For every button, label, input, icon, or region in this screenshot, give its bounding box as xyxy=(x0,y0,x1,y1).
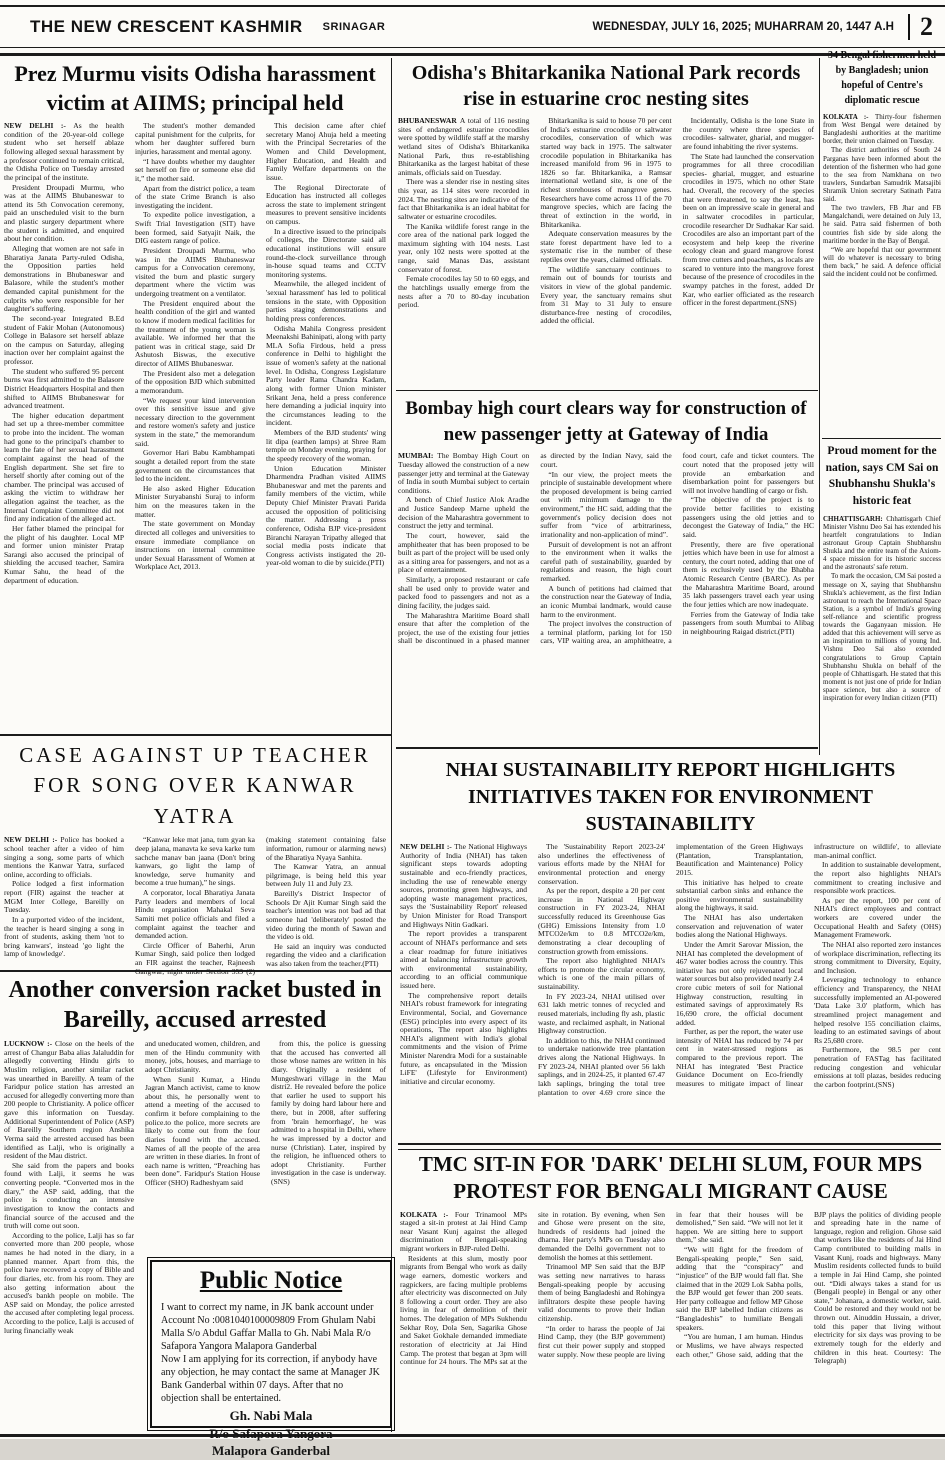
public-notice xyxy=(150,1260,392,1459)
public-notice-signature xyxy=(161,1407,381,1460)
paragraph: Further, as per the report, the water use intensity of NHAI has reduced by 74 per cent in water-stressed regions as compared to the previous report. The NHAI has integrated 'Best Practice Guidance Document on Eco-friendly measures to mitigate impact of linear infrastructure on wildlife', to alleviate man-animal conflict. xyxy=(676,842,941,1088)
paragraph: The comprehensive report details NHAI's robust framework for integrating Environmental, Social, and Governance (ESG) principles into every aspect of its operations, The report also highlights NHAI's alignment with India's global commitments and the vision of Prime Minister Narendra Modi for a sustainable future, as encapsulated in the 'Mission LiFE' (Lifestyle for Environment) initiative and circular economy. xyxy=(400,990,527,1086)
paragraph: Union Education Minister Dharmendra Pradhan visited AIIMS Bhubaneswar and met the parents and family members of the victim, while Deputy Chief Minister Pravati Parida accused the opposition of politicising the matter. Addressing a press conference, Odisha BJP vice-president Biranchi Narayan Tripathy alleged that social media posts indicate that Congress activists instigated the 20-year-old woman to die by suicide.(PTI) xyxy=(266,463,386,568)
article-conversion-left-column xyxy=(4,1040,134,1422)
paragraph: He said an inquiry was conducted regarding the video and a clarification was also taken from the teacher.(PTI) xyxy=(266,941,386,969)
paragraph: The student's mother demanded capital punishment for the culprits, for whom her daughter suffered burn injuries, harassment and mental agony. xyxy=(135,121,255,157)
article-kanwar-headline: CASE AGAINST UP TEACHER FOR SONG OVER KANWAR YATRA xyxy=(19,743,371,828)
paragraph: A corporator, local Bharatiya Janata Party leaders and members of local Hindu organisation Mahakal Seva Samiti met police officials and filed a complaint against the teacher and demanded action. xyxy=(135,888,255,941)
article-murmu-body xyxy=(4,122,386,714)
article-nhai-headline: NHAI SUSTAINABILITY REPORT HIGHLIGHTS INITIATIVES TAKEN FOR ENVIRONMENT SUSTAINABILITY xyxy=(445,759,896,835)
paragraph: A bench of Chief Justice Alok Aradhe and Justice Sandeep Marne upheld the decision of the Maharashtra government to construct the jetty and terminal. xyxy=(398,495,530,531)
vertical-rule-right-rail xyxy=(819,58,820,755)
paper-name: THE NEW CRESCENT KASHMIR xyxy=(30,17,303,36)
article-fishermen-headline: 34 Bengal fishermen held by Bangladesh; union hopeful of Centre's diplomatic rescue xyxy=(827,50,937,106)
public-notice-body xyxy=(161,1301,381,1405)
masthead-page-number: 2 xyxy=(908,14,933,40)
paragraph: Members of the BJD students' wing lit dipa (earthen lamps) at Shree Ram temple on Monday evening, praying for the speedy recovery of the woman. xyxy=(266,428,386,463)
paragraph: The President enquired about the health condition of the girl and wanted to know if modern medical facilities for the treatment of the young woman is available. We informed her that the patient was in critical stage, said Dr Ashutosh Biswas, the executive director of AIIMS Bhubaneswar. xyxy=(135,298,255,369)
paragraph: Odisha Mahila Congress president Meenakshi Bahinipati, along with party MLA Sofia Firdous, held a press conference in Delhi to highlight the issue of women's safety at the national level. In Odisha, Congress Legislature Party leader Rama Chandra Kadam, along with former Union minister Srikant Jena, held a press conference here demanding a judicial inquiry into the circumstances leading to the incident. xyxy=(266,323,386,428)
paragraph: Police lodged a first information report (FIR) against the teacher at MGM Inter College, Bareilly on Tuesday. xyxy=(4,879,124,915)
top-rule xyxy=(0,5,945,7)
article-bhitarkanika xyxy=(398,60,814,386)
public-notice-title: Public Notice xyxy=(199,1267,343,1294)
paragraph: Residents at this slum, mostly poor migrants from Bengal who work as daily wage earners, domestic workers and ragpickers, are facing multiple problems after electricity was disconnected on July 8 following a court order. They are also living in fear of demolition of their homes. The delegation of MPs Sukhendu Sekhar Roy, Dola Sen, Sagarika Ghose and Saket Gokhale demanded immediate restoration of electricity at Jai Hind Camp. The protest that began at 3pm will continue for 24 hours. The MPs sat at the site in rotation. By evening, when Sen and Ghose were present on the site, hundreds of residents had joined the dharna. Her party's MPs on Tuesday also demanded the Delhi government not to demolish the homes at this settlement. xyxy=(400,1209,665,1367)
paragraph: President Droupadi Murmu, who was in the AIIMS Bhubaneswar campus for a Convocation ceremony, visited the burn and plastic surgery department where the victim was undergoing treatment on a ventilator. xyxy=(135,245,255,299)
paragraph: The state government on Monday directed all colleges and universities to ensure immediate compliance on instructions on internal committee under Sexual Harassment of Women at Workplace Act, 2013. xyxy=(135,519,255,572)
paragraph: Bhitarkanika is said to house 70 per cent of India's estuarine crocodile or saltwater crocodiles, conservation of which was started way back in 1975. The saltwater crocodile population in Bhitarkanika has increased manifold from 96 in 1975 to 1826 so far. Bhitarkanika, a Ramsar international wetland site, is one of the richest storehouses of mangrove genes. Researchers have come across 11 of the 70 mangrove species, which are facing the threat of extinction in the world, in Bhitarkanika. xyxy=(540,116,672,229)
masthead-rule xyxy=(0,47,945,56)
article-cm-sai-headline: Proud moment for the nation, says CM Sai on Shubhanshu Shukla's historic feat xyxy=(825,445,939,508)
masthead xyxy=(0,8,945,46)
article-murmu xyxy=(4,60,386,732)
paragraph: Adequate conservation measures by the state forest department have led to a systematic rise in the number of these reptiles over the years, claimed officials. xyxy=(540,229,672,264)
article-nhai xyxy=(400,757,941,1143)
public-notice-signature-residence: R/o Safapora Yangora xyxy=(209,1425,333,1441)
article-cm-sai-body xyxy=(823,515,941,751)
paragraph: Trinamool MP Sen said that the BJP was setting new narratives to harass Bengali-speaking people by accusing them of being Bangladeshi and Rohingya infiltrators despite these people having valid documents to prove their Indian citizenship. xyxy=(538,1262,665,1324)
article-nhai-body xyxy=(400,843,941,1159)
paragraph: NEW DELHI :- Police has booked a school teacher after a video of him singing a song, some parts of which mentions the Kanwar Yatra, surfaced online, according to officials. xyxy=(4,835,125,879)
paragraph: “We are hopeful that our government will do whatever is necessary to bring them back,” he said. A defence official said the incident could not be confirmed. xyxy=(823,245,941,279)
rule-above-kanwar xyxy=(0,734,391,736)
paragraph: The NHAI has also undertaken conservation and rejuvenation of water bodies along the National Highways. xyxy=(676,913,803,940)
article-jetty-body xyxy=(398,452,814,734)
paragraph: Leveraging technology to enhance efficiency and Transparency, the NHAI successfully implemented an AI-powered 'Data Lake 3.0' platform, which has streamlined project management and helped resolve 155 conciliation claims, leading to an estimated savings of about Rs 25,680 crore. xyxy=(814,975,941,1045)
paragraph: She said from the papers and books found with Lalji, it seems he was converting people. “Converted mos in the diary,” the ASP said, adding, that the police is conducting an intensive investigation to know the contacts and financial source of the accused and the truth will come out soon. xyxy=(4,1160,134,1231)
paragraph: NEW DELHI :- The National Highways Authority of India (NHAI) has taken significant steps towards adopting sustainable and eco-friendly practices, including the use of renewable energy sources, promoting green highways, and adopting waste management practices, says the 'Sustainability Report' released by Union Minister for Road Transport and Highways Nitin Gadkari. xyxy=(400,842,528,929)
paragraph: The 'Sustainability Report 2023-24' also underlines the effectiveness of various efforts made by the NHAI for environmental protection and energy conservation. xyxy=(538,842,665,886)
paragraph: Governor Hari Babu Kambhampati sought a detailed report from the state government on the circumstances that led to the incident. xyxy=(135,448,255,484)
masthead-dateline: WEDNESDAY, JULY 16, 2025; MUHARRAM 20, 1447 A.H xyxy=(592,21,894,33)
article-jetty xyxy=(398,396,814,744)
paragraph: Apart from the district police, a team of the state Crime Branch is also investigating the incident. xyxy=(135,183,255,210)
paragraph: The Regional Directorate of Education has instructed all colleges across the state to implement stringent measures to prevent sensitive incidents on campus. xyxy=(266,182,386,227)
paragraph: Furthermore, the 98.5 per cent penetration of FASTag has facilitated reducing congestion and vehicular emissions at toll plazas, besides reducing the carbon footprint.(SNS) xyxy=(814,1045,941,1089)
public-notice-signature-name: Gh. Nabi Mala xyxy=(229,1408,313,1423)
paragraph: Meanwhile, the alleged incident of 'sexual harassment' has led to political tensions in the state, with Opposition parties staging demonstrations and holding press conferences. xyxy=(266,279,386,323)
paragraph: The second-year Integrated B.Ed student of Fakir Mohan (Autonomous) College in Balasore set herself ablaze on the campus on Saturday, alleging inaction over her complaint against the professor. xyxy=(4,313,124,367)
paragraph: Circle Officer of Baherhi, Arun Kumar Singh, said police then lodged an FIR against the teacher, Rajneesh Gangwar, night under Section 353 (2) (making statement containing false information, rumour or alarming news) of the Bharatiya Nyaya Sanhita. xyxy=(135,835,386,976)
paragraph: He also asked Higher Education Minister Suryabanshi Suraj to inform him on the measures taken in the matter. xyxy=(135,483,255,519)
rule-under-bhitarkanika xyxy=(396,390,818,391)
paragraph: MUMBAI: The Bombay High Court on Tuesday allowed the construction of a new passenger jetty and terminal at the Gateway of India in south Mumbai subject to certain conditions. xyxy=(398,451,530,495)
paragraph: “The objective of the project is to provide better facilities to existing passengers using the old jetties and to decongest the Gateway of India,” the HC said. xyxy=(682,495,814,539)
paragraph: Similarly, a proposed restaurant or cafe shall be used only to provide water and packed food to passengers and not as a dining facility, the judges said. xyxy=(398,575,530,610)
paragraph: According to the police, Lalji has so far converted more than 200 people, whose names he had noted in the diary, in a planned manner. Apart from this, the police have recovered a copy of Bible and four diaries, etc. from his room. They are also getting information about the accused's bankh people on mobile. The ASP said on Monday, the police arrested the accused after completing legal process. According to the police, Lalji is accused of luring financially weak xyxy=(4,1230,134,1335)
paragraph: Under the Amrit Sarovar Mission, the NHAI has completed the development of 467 water bodies across the country. This initiative has not only rejuvenated local water sources but also provided nearly 2.4 crore cubic meters of soil for National Highway construction, resulting in estimated savings of approximately Rs 16,690 crore, the official document added. xyxy=(676,939,803,1027)
paragraph: The State had launched the conservation programmes for all three crocodilian species- gharial, mugger, and estuarine crocodiles in 1975, which no other State had. Overall, the recovery of the species that were threatened, to say the least, has been on an impressive scale in general and in saltwater crocodiles in particular, crocodile researcher Dr Sudhakar Kar said. Crocodiles are also an important part of the ecosystem and help keep the riverine ecology clean and guard mangrove forest from tree cutters and poachers, as locals are scared to venture into the mangrove forest because of the presence of crocodiles in the swampy patches in the forest, added Dr Kar, who earlier officiated as the research officer in the forest department.(SNS) xyxy=(682,151,814,308)
rule-right-rail-divider xyxy=(822,438,941,439)
paragraph: The report also highlighted NHAI's efforts to promote the circular economy, which is one of the main pillars of sustainability. xyxy=(538,956,665,991)
article-tmc xyxy=(400,1151,941,1433)
paragraph: Bareilly's District Inspector of Schools Dr Ajit Kumar Singh said the teacher's intention was not bad ad that someone had 'deliberately' posted the video during the month of Sawan and the video is old. xyxy=(266,889,386,942)
paragraph: The higher education department had set up a three-member committee to probe into the incident. The woman had gone to the principal's chamber to learn the fate of her sexual harassment complaint against the head of the English department. She set fire to herself shortly after coming out of the chamber. The principal was accused of asking the victim to withdraw her allegation against the teacher, as the Internal Complaint Committee did not find any indication of the alleged act. xyxy=(4,410,124,524)
paragraph: To mark the occasion, CM Sai posted a message on X, saying that Shubhanshu Shukla's achievement, as the first Indian astronaut to reach the International Space Station, is a symbol of India's growing self-reliance and scientific progress towards the Gaganyaan mission. He added that this achievement will serve as an inspiration to millions of young Ind. Vishnu Deo Sai also extended congratulations to Group Captain Shubhanshu Shukla on behalf of the people of Chhattisgarh. He stated that this moment is not just one of pride for Indian space science, but also a source of inspiration for every Indian citizen (PTI) xyxy=(823,572,941,703)
paragraph: A bunch of petitions had claimed that the construction near the Gateway of India, an iconic Mumbai landmark, would cause harm to the environment. xyxy=(540,583,672,619)
paragraph: In addition to this, the NHAI continued to undertake nationwide tree plantation drives along the National Highways. In FY 2023-24, NHAI planted over 56 lakh saplings, and in 2024-25, it planted 67.47 lakh saplings, bringing the total tree plantation to over 4.69 crore since the implementation of the Green Highways (Plantation, Transplantation, Beautification and Maintenance) Policy 2015. xyxy=(538,842,803,1097)
article-jetty-headline: Bombay high court clears way for construction of new passenger jetty at Gateway of India xyxy=(405,398,807,445)
vertical-rule-left-block xyxy=(391,58,392,1432)
paragraph: “You are human, I am human. Hindus or Muslims, we have always respected each other,” Ghose said, adding that the BJP plays the politics of dividing people and spreading hate in the name of language, region and religion. Ghose said that workers like the residents of Jai Hind Camp contributed to building malls in Vasant Kunj, roads and highways. Many Muslim residents collected funds to build a temple in Jai Hind Camp, she pointed out. “Didi always takes a stand for us (Bengali people) in Bengal or any other state,” Johanara, a domestic worker, said. Could be restored and they would not be thrown out. Ainuddin Hussain, a driver, told this paper that living without electricity for six days was proving to be extremely tough for the elderly and children in this heat. Courtesy: The Telegraph) xyxy=(676,1209,941,1366)
paragraph: BHUBANESWAR A total of 116 nesting sites of endangered estuarine crocodiles were spotted by wildlife staff at the marshy wetland sites of Odisha's Bhitarkanika National Park, thus re-establishing Bhitarkanika as the largest habitat of these animals, officials said on Tuesday. xyxy=(398,116,530,177)
paragraph: In a purported video of the incident, the teacher is heard singing a song in front of students, asking them 'not to bring kanwars', instead 'go light the lamp of knowledge'. xyxy=(4,914,124,959)
paragraph: Pursuit of development is not an affront to the environment when it walks the careful path of sustainability, guarded by regulations and reason, the high court remarked. xyxy=(540,539,672,584)
paragraph: The project involves the construction of a terminal platform, parking lot for 150 cars, VIP waiting area, an amphitheatre, a food court, cafe and ticket counters. The court noted that the proposed jetty will provide an embarkation and disembarkation point for passengers but will not involve handling of cargo or fish. xyxy=(540,451,814,646)
paragraph: In addition to sustainable development, the report also highlights NHAI's commitment to creating inclusive and responsible work practices. xyxy=(814,860,941,896)
paragraph: The Kanika wildlife forest range in the core area of the national park logged the maximum sighting with 104 nests. Last year, only 102 nests were spotted at the range, said Manas Das, assistant conservator of forest. xyxy=(398,221,530,274)
paragraph: KOLKATA :- Thirty-four fishermen from West Bengal were detained by Bangladeshi authorities at the maritime border, their union claimed on Tuesday. xyxy=(823,113,941,146)
paragraph: The President also met a delegation of the opposition BJD which submitted a memorandum. xyxy=(135,368,255,395)
paragraph: The two trawlers, FB Jhar and FB Mangalchandi, were detained on July 13, he said. Patra said fishermen of both countries fish side by side along the maritime border in the Bay of Bengal. xyxy=(823,204,941,245)
paragraph: President Droupadi Murmu, who was at the AIIMS Bhubaneswar to attend its 5th Convocation ceremony, paid an unscheduled visit to the burn and plastic surgery department where the student is admitted, and enquired about her condition. xyxy=(4,182,124,244)
paragraph: KOLKATA :- Four Trinamool MPs staged a sit-in protest at Jai Hind Camp near Vasant Kunj against the alleged discrimination of Bengali-speaking migrant workers in BJP-ruled Delhi. xyxy=(400,1209,527,1254)
paragraph: The student who suffered 95 percent burns was first admitted to the Balasore District Headquarters Hospital and then shifted to AIIMS Bhubaneswar for advanced treatment. xyxy=(4,366,124,411)
paragraph: I want to correct my name, in JK bank account under Account No :0081040100009809 From Ghulam Nabi Malla S/o Abdul Gaffar Malla to Gh. Nabi Mala R/o Safapora Yangora Malapora Ganderbal xyxy=(161,1302,376,1352)
article-kanwar xyxy=(4,740,386,976)
article-murmu-headline: Prez Murmu visits Odisha harassment victim at AIIMS; principal held xyxy=(14,61,376,115)
paragraph: from this, the police is guessing that the accused has converted all those whose names are written in his diary. Originally a resident of Mungeshwari village in the Mau distri2. He revealed before the police that earlier he used to support his family by doing hard labour here and there, but in 2008, after suffering from 'brain hemorrhage', he was admitted to a hospital in Delhi, where he was impressed by a doctor and nurse (Christian). Later, inspired by the religion, he influenced others to adopt Christianity. Further investigation in the case is underway.(SNS) xyxy=(271,1039,386,1186)
paragraph: “In our view, the project meets the principle of sustainable development where the proposed development is being carried out with minimum damage to the environment,” the HC said, adding that the government's policy decision does not suffer from “vice of arbitrariness, irrationality and non-application of mind”. xyxy=(540,469,672,539)
paragraph: and uneducated women, children, and men of the Hindu community with money, jobs, houses, and marriage to adopt Christianity. xyxy=(145,1039,260,1074)
paragraph: The NHAI also reported zero instances of workplace discrimination, reflecting its strong commitment to Diversity, Equity, and Inclusion. xyxy=(814,939,941,975)
paragraph: “We will fight for the freedom of Bengali-speaking people,” Sen said, adding that the “conspiracy” and “injustice” of the BJP would fall flat. She claimed that in the 2029 Lok Sabha polls, the BJP would get fewer than 200 seats. Her party colleague and fellow MP Ghose said the BJP labelled Indian citizens as “Bangladeshis” to humiliate Bengali speakers. xyxy=(676,1245,803,1332)
paragraph: To expedite police investigation, a Swift Trial Investigation (SIT) have been formed, said Satyajit Naik, the DIG eastern range of police. xyxy=(135,210,255,246)
article-tmc-body xyxy=(400,1211,941,1427)
paragraph: Presently, there are five operational jetties which have been in use for almost a century, the court noted, adding that one of them is exclusively used by the Bhabha Atomic Research Centre (BARC). As per the Maharashtra Maritime Board, around 35 lakh passengers travel each year using the four jetties which are now inadequate. xyxy=(682,539,814,609)
paragraph: This decision came after chief secretary Manoj Ahuja held a meeting with the Principal Secretaries of the Women and Child Development, Higher Education, and Health and Family Welfare departments on the issue. xyxy=(266,121,386,182)
paragraph: Ferries from the Gateway of India take passengers from south Mumbai to Alibag in neighbouring Raigad district.(PTI) xyxy=(682,609,814,636)
paragraph: In FY 2023-24, NHAI utilised over 631 lakh metric tonnes of recycled and reused materials, including fly ash, plastic waste, and reclaimed asphalt, in National Highway construction. xyxy=(538,991,665,1036)
paragraph: There was a slender rise in nesting sites this year, as 114 sites were recorded in 2024. The nesting sites are indicative of the fact that Bhitarkanika is an ideal habitat for saltwater or estuarine crocodiles. xyxy=(398,177,530,221)
masthead-city: SRINAGAR xyxy=(322,21,386,33)
paragraph: “I have doubts whether my daughter set herself on fire or someone else did it,” the mother said. xyxy=(135,156,255,183)
paragraph: The court, however, said the amphitheater that has been proposed to be built as part of the project will be used only as a sitting area for passengers, and not as a place of entertainment. xyxy=(398,530,530,575)
article-fishermen xyxy=(823,48,941,436)
paragraph: Alleging that women are not safe in Bharatiya Janata Party-ruled Odisha, the Opposition parties held demonstrations in Bhubaneswar and Balasore, while the student's mother demanded capital punishment for the culprits who were responsible for her daughter's suffering. xyxy=(4,243,124,314)
rule-under-jetty xyxy=(396,747,818,749)
paragraph: CHHATTISGARH: Chhattisgarh Chief Minister Vishnu Deo Sai has extended his heartfelt congratulations to Indian astronaut Group Captain Shubhanshu Shukla and the entire team of the Axiom-4 space mission for its historic success and the astronauts' safe return. xyxy=(823,514,941,572)
paragraph: “In order to harass the people of Jai Hind Camp, they (the BJP government) first cut their power supply and stopped water supply. Now these people are living in fear that their houses will be demolished,” Sen said. “We will not let it happen. We are sitting here to support them,” she said. xyxy=(538,1209,803,1359)
paragraph: As per the report, 100 per cent of NHAI's direct employees and contract workers are covered under the Occupational Health and Safety (OHS) Management Framework. xyxy=(814,895,941,940)
article-kanwar-body xyxy=(4,836,386,988)
article-cm-sai xyxy=(823,443,941,753)
bottom-rule xyxy=(0,1434,945,1437)
paragraph: When Sunil Kumar, a Hindu Jagran Manch activist, came to know about this, he personally went to attend a meeting of the accused to confirm it before complaining to the police.to the police, more secrets are likely to come out from the four diaries found with the accused. Names of all the people of the area are written in these diaries. In front of each name is written, “Preaching has been done”. Faridpur's Station House Officer (SHO) Radheshyam said xyxy=(145,1074,260,1187)
paragraph: Female crocodiles lay 50 to 60 eggs, and the hatchlings usually emerge from the nests after a 70 to 80-day incubation period. xyxy=(398,274,530,310)
article-fishermen-body xyxy=(823,113,941,413)
article-tmc-headline: TMC SIT-IN FOR 'DARK' DELHI SLUM, FOUR MPS PROTEST FOR BENGALI MIGRANT CAUSE xyxy=(418,1152,923,1204)
article-conversion-headline: Another conversion racket busted in Bareilly, accused arrested xyxy=(8,977,382,1033)
paragraph: Now I am applying for its correction, if anybody have any objection, he may contact the same at Manager JK Bank Ganderbal within 07 days. After that no objection shall be entertained. xyxy=(161,1354,380,1404)
paragraph: The report provides a transparent account of NHAI's performance and sets a clear roadmap for future initiatives aimed at balancing infrastructure growth with environmental sustainability, according to an official communique issued here. xyxy=(400,929,527,990)
paragraph: The district authorities of South 24 Parganas have been informed about the detention of the fishermen who had gone to the sea from Namkhana on two trawlers, Sundarban Samudrik Matsajibi Shramik Union secretary Satinath Patra said. xyxy=(823,146,941,204)
paragraph: NEW DELHI :- As the health condition of the 20-year-old college student who set herself ablaze following alleged sexual harassment by a professor continued to remain critical, the Odisha Police on Tuesday arrested the principal of the institute. xyxy=(4,121,125,182)
paragraph: “We request your kind intervention over this sensitive issue and give necessary direction to the government and restore women's safety and justice system in the state,” the memorandum said. xyxy=(135,395,255,448)
paragraph: The Kanwar Yatra, an annual pilgrimage, is being held this year between July 11 and July 23. xyxy=(266,862,386,889)
paragraph: As per the report, despite a 20 per cent increase in National Highway construction in FY 2023-24, NHAI successfully reduced its Greenhouse Gas (GHG) Emissions Intensity from 1.0 MTCO2e/km to 0.8 MTCO2e/km, demonstrating a clear decoupling of construction growth from emissions. xyxy=(538,886,665,956)
public-notice-signature-place: Malapora Ganderbal xyxy=(211,1443,331,1459)
paragraph: The Maharashtra Maritime Board shall ensure that after the completion of the project, the use of the existing four jetties shall be discontinued in a phased manner as directed by the Indian Navy, said the court. xyxy=(398,451,672,646)
article-conversion-right-body xyxy=(145,1040,386,1242)
paragraph: “Kanwar leke mat jana, tum gyan ka deep jalana, manavta ke seva karke tum sachche manav ban jaana (Don't bring kanwars, go light the lamp of knowledge, serve humanity and become a true human),” he sings. xyxy=(135,835,255,888)
paragraph: This initiative has helped to create substantial carbon sinks and enhance the positive environmental sustainability along the highways, it said. xyxy=(676,877,803,913)
paragraph: Incidentally, Odisha is the lone State in the country where three species of crocodiles- saltwater, gharial, and mugger- are found inhabiting the river systems. xyxy=(682,116,814,151)
paragraph: The wildlife sanctuary continues to remain out of bounds for tourists and visitors in view of the global pandemic. Every year, the sanctuary remains shut from 31 May to 31 July to ensure disturbance-free nesting of crocodiles, added the official. xyxy=(540,264,672,326)
paragraph: Her father blamed the principal for the plight of his daughter. Local MP and former union minister Pratap Sarangi also accused the principal of shielding the accused teacher, Samira Kumar Sahu, the head of the department of education. xyxy=(4,523,124,585)
article-bhitarkanika-body xyxy=(398,117,814,375)
paragraph: LUCKNOW :- Close on the heels of the arrest of Changur Baba alias Jalaluddin for allegedly converting Hindu girls to Muslim religion, another similar racket was unearthed in Bareilly. A team of the Faridpur police station has arrested an accused for allegedly converting more than 200 people to Christianity. A police officer gave this information on Tuesday. Additional Superintendent of Police (ASP) of Bareilly Southern region Anshika Verma said the arrested accused has been identified as Lalji, who is originally a resident of the Mau district. xyxy=(4,1039,134,1161)
article-bhitarkanika-headline: Odisha's Bhitarkanika National Park records rise in estuarine croc nesting sites xyxy=(411,62,801,110)
paragraph: In a directive issued to the principals of colleges, the Directorate said all educational institutions will ensure round-the-clock surveillance through in-house squad teams and CCTV monitoring systems. xyxy=(266,226,386,279)
